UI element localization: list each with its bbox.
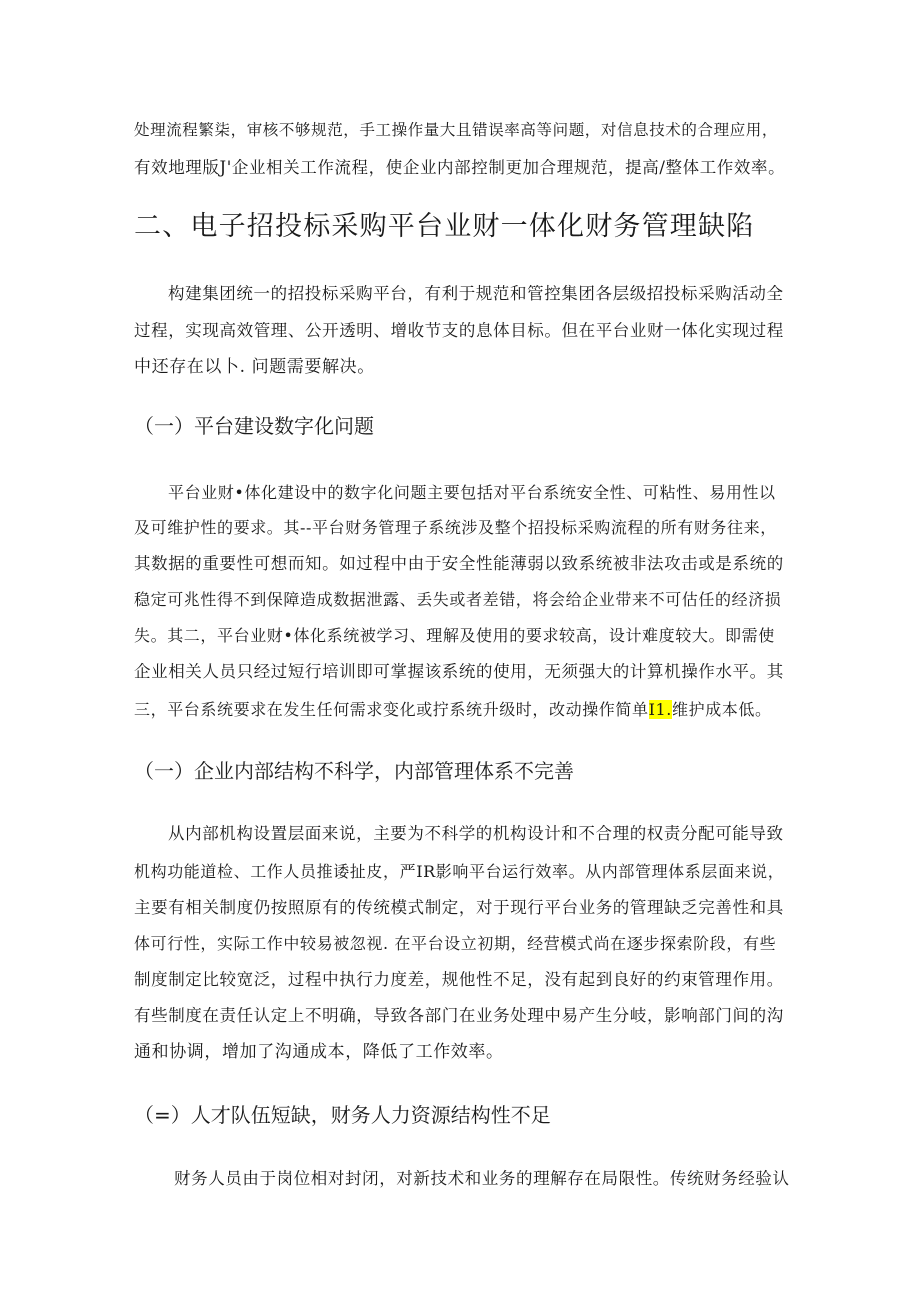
sub1-line-7-text-b: 维护成本低。 bbox=[672, 700, 772, 719]
sub1-line-7-text-a: 三，平台系统要求在发生任何需求变化或拧系统升级时，改动操作简单 bbox=[134, 700, 649, 719]
subsection-heading-3: （=）人才队伍短缺，财务人力资源结构性不足 bbox=[134, 1103, 551, 1127]
sub1-line-7 bbox=[134, 698, 772, 722]
sub1-line-6: 企业相关人员只经过短行培训即可掌握该系统的使用，无须强大的计算机操作水平。其 bbox=[134, 662, 784, 681]
intro-line-2: 有效地理版J'企业相关工作流程，使企业内部控制更加合理规范，提高/整体工作效率。 bbox=[134, 158, 786, 177]
section-para-line-3: 中还存在以卜. 问题需要解决。 bbox=[134, 357, 375, 377]
sub1-line-2: 及可维护性的要求。其--平台财务管理子系统涉及整个招投标采购流程的所有财务往来， bbox=[134, 518, 777, 537]
sub2-line-3: 主要有相关制度仍按照原有的传统模式制定，对于现行平台业务的管理缺乏完善性和具 bbox=[134, 898, 784, 917]
subsection-heading-2: （一）企业内部结构不科学，内部管理体系不完善 bbox=[134, 759, 574, 783]
section-para-line-1: 构建集团统一的招投标采购平台，有利于规范和管控集团各层级招投标采购活动全 bbox=[168, 284, 784, 303]
section-heading: 二、电子招投标采购平台业财一体化财务管理缺陷 bbox=[134, 211, 755, 242]
sub1-line-5: 失。其二，平台业财•体化系统被学习、理解及使用的要求较高，设计难度较大。即需使 bbox=[134, 626, 775, 645]
subsection-heading-1: （一）平台建设数字化问题 bbox=[134, 414, 374, 438]
sub2-line-7: 通和协调，增加了沟通成本，降低了工作效率。 bbox=[134, 1042, 504, 1062]
sub2-line-2: 机构功能道检、工作人员推诿扯皮，严IR影响平台运行效率。从内部管理体系层面来说， bbox=[134, 862, 785, 881]
intro-line-1: 处理流程繁柒，审核不够规范，手工操作量大且错误率高等问题，对信息技术的合理应用， bbox=[134, 121, 779, 139]
sub2-line-5: 制度制定比较宽泛，过程中执行力度差，规他性不足，没有起到良好的约束管理作用。 bbox=[134, 970, 784, 989]
section-para-line-2: 过程，实现高效管理、公开透明、增收节支的息体目标。但在平台业财一体化实现过程 bbox=[134, 321, 784, 340]
sub3-line-1: 财务人员由于岗位相对封闭，对新技术和业务的理解存在局限性。传统财务经验认 bbox=[174, 1169, 790, 1188]
sub1-line-3: 其数据的重要性可想而知。如过程中由于安全性能薄弱以致系统被非法攻击或是系统的 bbox=[134, 554, 784, 573]
sub2-line-6: 有些制度在责任认定上不明确，导致各部门在业务处理中易产生分岐，影响部门间的沟 bbox=[134, 1006, 784, 1025]
sub2-line-4: 体可行性，实际工作中较易被忽视. 在平台设立初期，经营模式尚在逐步探索阶段，有些 bbox=[134, 934, 777, 953]
sub1-line-1: 平台业财•体化建设中的数字化问题主要包括对平台系统安全性、可粘性、易用性以 bbox=[168, 483, 776, 502]
highlighted-text: I1. bbox=[648, 700, 672, 719]
sub1-line-4: 稳定可兆性得不到保障造成数据泄露、丢失或者差错，将会给企业带来不可估任的经济损 bbox=[134, 590, 782, 609]
sub2-line-1: 从内部机构设置层面来说，主要为不科学的机构设计和不合理的权责分配可能导致 bbox=[168, 824, 784, 843]
